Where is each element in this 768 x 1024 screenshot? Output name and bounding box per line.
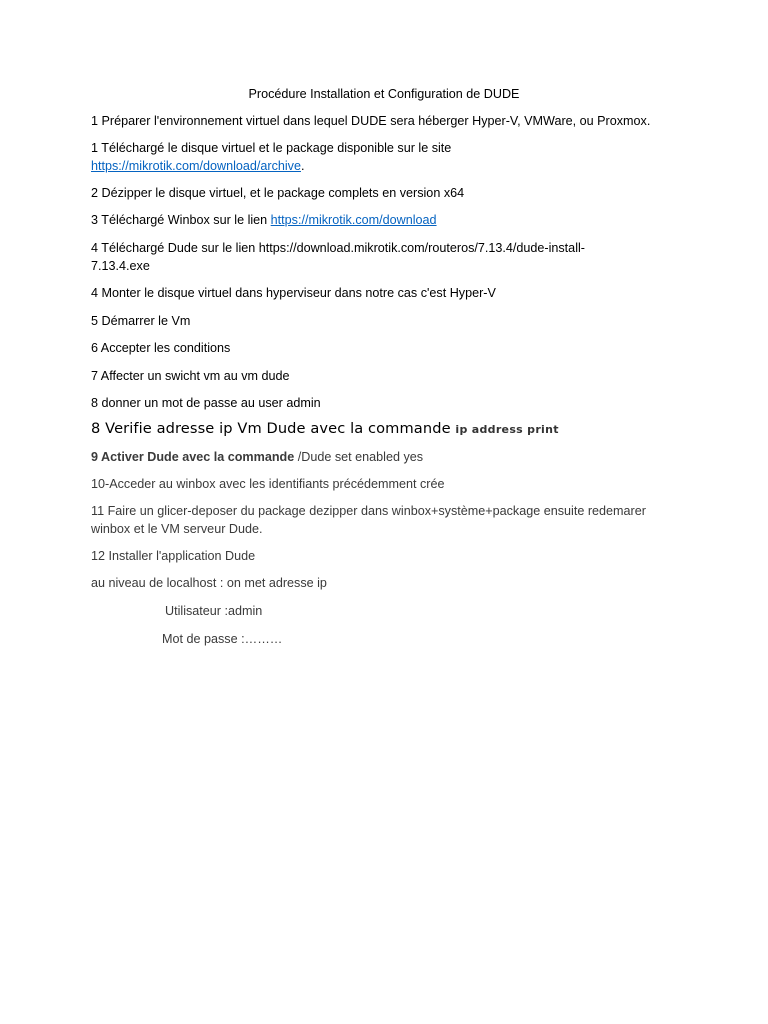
step-activate (91, 448, 423, 466)
user-line: Utilisateur :admin (165, 604, 263, 618)
step-verify (91, 420, 559, 439)
step-switch: 7 Affecter un swicht vm au vm dude (91, 369, 290, 383)
period: . (300, 159, 305, 173)
archive-link[interactable]: https://mikrotik.com/download/archive (91, 159, 301, 173)
step-drag-cont: winbox et le VM serveur Dude. (91, 522, 263, 536)
step-activate-bold: 9 Activer Dude avec la commande (91, 450, 295, 464)
command-ip-address-print: ip address print (455, 423, 559, 436)
step-download-disk: 1 Téléchargé le disque virtuel et le package disponible sur le site (91, 141, 452, 155)
document-title: Procédure Installation et Configuration de DUDE (248, 87, 520, 101)
step-start: 5 Démarrer le Vm (91, 314, 191, 328)
step-install: 12 Installer l'application Dude (91, 549, 256, 563)
step-password: 8 donner un mot de passe au user admin (91, 396, 321, 410)
step-verify-text: 8 Verifie adresse ip Vm Dude avec la commande (91, 420, 456, 437)
step-drag: 11 Faire un glicer-deposer du package dezipper dans winbox+système+package ensuite redemarer (91, 504, 646, 518)
step-dude-download-cont: 7.13.4.exe (91, 259, 150, 273)
step-unzip: 2 Dézipper le disque virtuel, et le package complets en version x64 (91, 186, 465, 200)
localhost-note: au niveau de localhost : on met adresse ip (91, 576, 327, 590)
step-activate-command: /Dude set enabled yes (294, 450, 424, 464)
step-winbox-text: 3 Téléchargé Winbox sur le lien (91, 213, 271, 227)
step-accept: 6 Accepter les conditions (91, 341, 231, 355)
password-line: Mot de passe :……… (162, 632, 283, 646)
step-prepare: 1 Préparer l'environnement virtuel dans lequel DUDE sera héberger Hyper-V, VMWare, ou Proxmox. (91, 114, 651, 128)
step-access: 10-Acceder au winbox avec les identifiants précédemment crée (91, 477, 445, 491)
step-winbox (91, 211, 437, 229)
step-dude-download: 4 Téléchargé Dude sur le lien https://download.mikrotik.com/routeros/7.13.4/dude-install- (91, 241, 585, 255)
winbox-download-link[interactable]: https://mikrotik.com/download (270, 213, 437, 227)
step-mount: 4 Monter le disque virtuel dans hyperviseur dans notre cas c'est Hyper-V (91, 286, 496, 300)
step-download-disk-link-line (91, 157, 304, 175)
